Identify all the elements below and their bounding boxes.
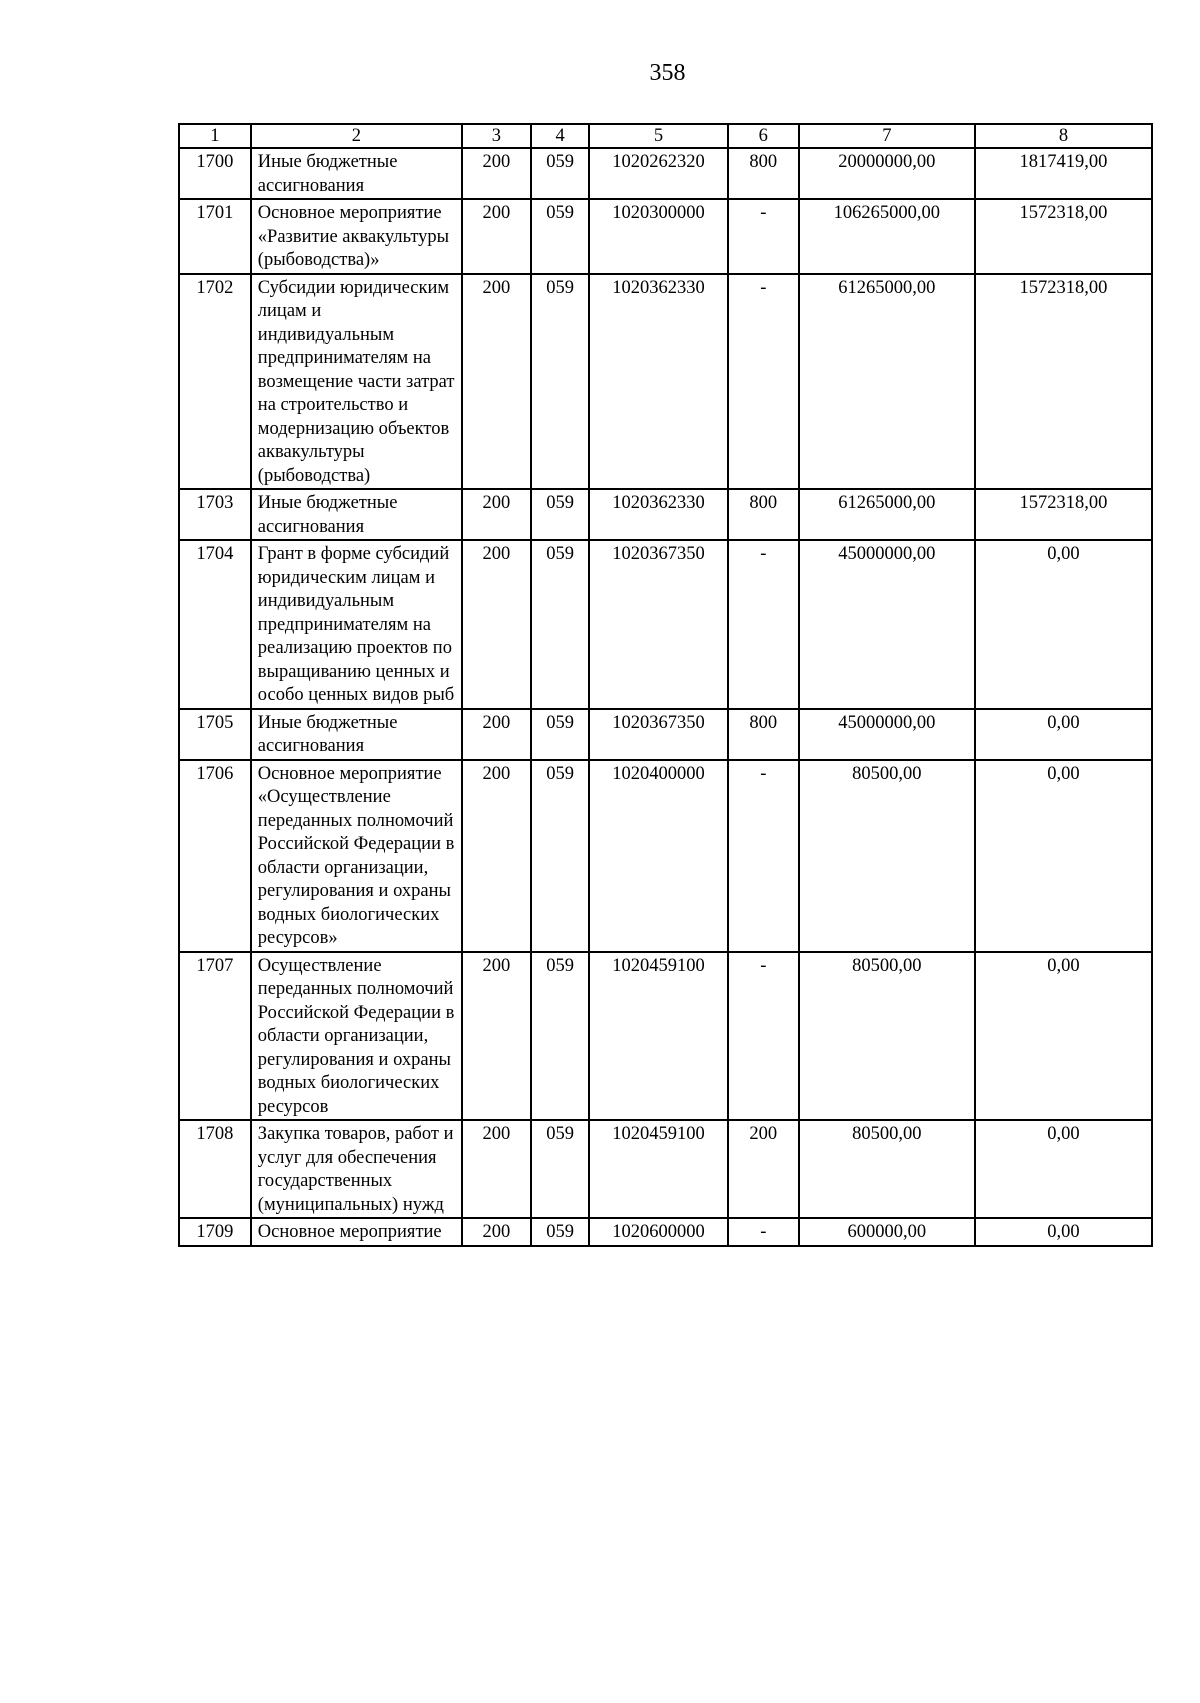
col-8-amount-cell: 0,00: [975, 760, 1152, 952]
row-name-cell: Закупка товаров, работ и услуг для обеспечения государственных (муниципальных) нужд: [251, 1120, 462, 1218]
col-3-cell: 200: [462, 199, 531, 274]
col-7-amount-cell: 20000000,00: [799, 148, 975, 199]
col-6-cell: -: [728, 199, 799, 274]
col-6-cell: 800: [728, 148, 799, 199]
col-3-cell: 200: [462, 760, 531, 952]
col-7-amount-cell: 80500,00: [799, 1120, 975, 1218]
col-6-cell: -: [728, 1218, 799, 1246]
col-8-amount-cell: 0,00: [975, 709, 1152, 760]
col-7-amount-cell: 61265000,00: [799, 274, 975, 490]
col-4-cell: 059: [531, 199, 589, 274]
row-name-cell: Грант в форме субсидий юридическим лицам и индивидуальным предпринимателям на реализацию проектов по выращиванию ценных и особо ценных видов рыб: [251, 540, 462, 709]
col-5-cell: 1020300000: [589, 199, 728, 274]
col-7-amount-cell: 45000000,00: [799, 540, 975, 709]
col-4-cell: 059: [531, 1218, 589, 1246]
table-row: [179, 274, 1152, 490]
col-7-amount-cell: 80500,00: [799, 952, 975, 1121]
col-4-cell: 059: [531, 709, 589, 760]
col-7-amount-cell: 106265000,00: [799, 199, 975, 274]
col-6-cell: -: [728, 274, 799, 490]
column-header-2: 2: [251, 124, 462, 148]
column-header-6: 6: [728, 124, 799, 148]
col-5-cell: 1020600000: [589, 1218, 728, 1246]
row-name-cell: Иные бюджетные ассигнования: [251, 489, 462, 540]
column-header-3: 3: [462, 124, 531, 148]
col-8-amount-cell: 1572318,00: [975, 489, 1152, 540]
table-row: [179, 952, 1152, 1121]
col-8-amount-cell: 0,00: [975, 1218, 1152, 1246]
col-6-cell: 200: [728, 1120, 799, 1218]
col-6-cell: -: [728, 952, 799, 1121]
row-number-cell: 1705: [179, 709, 251, 760]
row-name-cell: Основное мероприятие «Развитие аквакультуры (рыбоводства)»: [251, 199, 462, 274]
row-number-cell: 1708: [179, 1120, 251, 1218]
col-7-amount-cell: 600000,00: [799, 1218, 975, 1246]
col-4-cell: 059: [531, 760, 589, 952]
table-row: [179, 148, 1152, 199]
row-number-cell: 1703: [179, 489, 251, 540]
column-header-5: 5: [589, 124, 728, 148]
row-name-cell: Иные бюджетные ассигнования: [251, 709, 462, 760]
col-3-cell: 200: [462, 952, 531, 1121]
col-7-amount-cell: 61265000,00: [799, 489, 975, 540]
col-4-cell: 059: [531, 148, 589, 199]
row-number-cell: 1706: [179, 760, 251, 952]
col-6-cell: -: [728, 760, 799, 952]
col-5-cell: 1020367350: [589, 540, 728, 709]
table-header: [179, 124, 1152, 148]
col-3-cell: 200: [462, 148, 531, 199]
row-number-cell: 1700: [179, 148, 251, 199]
column-header-7: 7: [799, 124, 975, 148]
page-number: 358: [649, 60, 686, 86]
row-name-cell: Осуществление переданных полномочий Российской Федерации в области организации, регулирования и охраны водных биологических ресурсов: [251, 952, 462, 1121]
table-body: [179, 148, 1152, 1246]
col-8-amount-cell: 0,00: [975, 1120, 1152, 1218]
col-5-cell: 1020362330: [589, 274, 728, 490]
table-row: [179, 760, 1152, 952]
row-number-cell: 1709: [179, 1218, 251, 1246]
col-6-cell: -: [728, 540, 799, 709]
col-5-cell: 1020367350: [589, 709, 728, 760]
header-row: [179, 124, 1152, 148]
row-number-cell: 1701: [179, 199, 251, 274]
row-number-cell: 1704: [179, 540, 251, 709]
table-row: [179, 709, 1152, 760]
col-8-amount-cell: 1817419,00: [975, 148, 1152, 199]
col-5-cell: 1020459100: [589, 952, 728, 1121]
table-row: [179, 1120, 1152, 1218]
col-8-amount-cell: 0,00: [975, 540, 1152, 709]
table-row: [179, 489, 1152, 540]
col-3-cell: 200: [462, 274, 531, 490]
col-3-cell: 200: [462, 1120, 531, 1218]
col-7-amount-cell: 80500,00: [799, 760, 975, 952]
col-4-cell: 059: [531, 540, 589, 709]
table-row: [179, 540, 1152, 709]
col-5-cell: 1020459100: [589, 1120, 728, 1218]
col-3-cell: 200: [462, 540, 531, 709]
budget-table: [178, 123, 1153, 1247]
col-8-amount-cell: 0,00: [975, 952, 1152, 1121]
row-number-cell: 1702: [179, 274, 251, 490]
col-4-cell: 059: [531, 1120, 589, 1218]
col-4-cell: 059: [531, 274, 589, 490]
row-name-cell: Основное мероприятие «Осуществление переданных полномочий Российской Федерации в области организации, регулирования и охраны водных биологических ресурсов»: [251, 760, 462, 952]
col-8-amount-cell: 1572318,00: [975, 199, 1152, 274]
column-header-4: 4: [531, 124, 589, 148]
col-4-cell: 059: [531, 489, 589, 540]
col-4-cell: 059: [531, 952, 589, 1121]
row-number-cell: 1707: [179, 952, 251, 1121]
col-3-cell: 200: [462, 1218, 531, 1246]
row-name-cell: Субсидии юридическим лицам и индивидуальным предпринимателям на возмещение части затрат на строительство и модернизацию объектов аквакультуры (рыбоводства): [251, 274, 462, 490]
col-7-amount-cell: 45000000,00: [799, 709, 975, 760]
table-row: [179, 1218, 1152, 1246]
row-name-cell: Иные бюджетные ассигнования: [251, 148, 462, 199]
col-6-cell: 800: [728, 489, 799, 540]
row-name-cell: Основное мероприятие: [251, 1218, 462, 1246]
col-8-amount-cell: 1572318,00: [975, 274, 1152, 490]
col-5-cell: 1020362330: [589, 489, 728, 540]
col-3-cell: 200: [462, 489, 531, 540]
col-5-cell: 1020262320: [589, 148, 728, 199]
table-row: [179, 199, 1152, 274]
col-5-cell: 1020400000: [589, 760, 728, 952]
col-6-cell: 800: [728, 709, 799, 760]
column-header-8: 8: [975, 124, 1152, 148]
column-header-1: 1: [179, 124, 251, 148]
col-3-cell: 200: [462, 709, 531, 760]
